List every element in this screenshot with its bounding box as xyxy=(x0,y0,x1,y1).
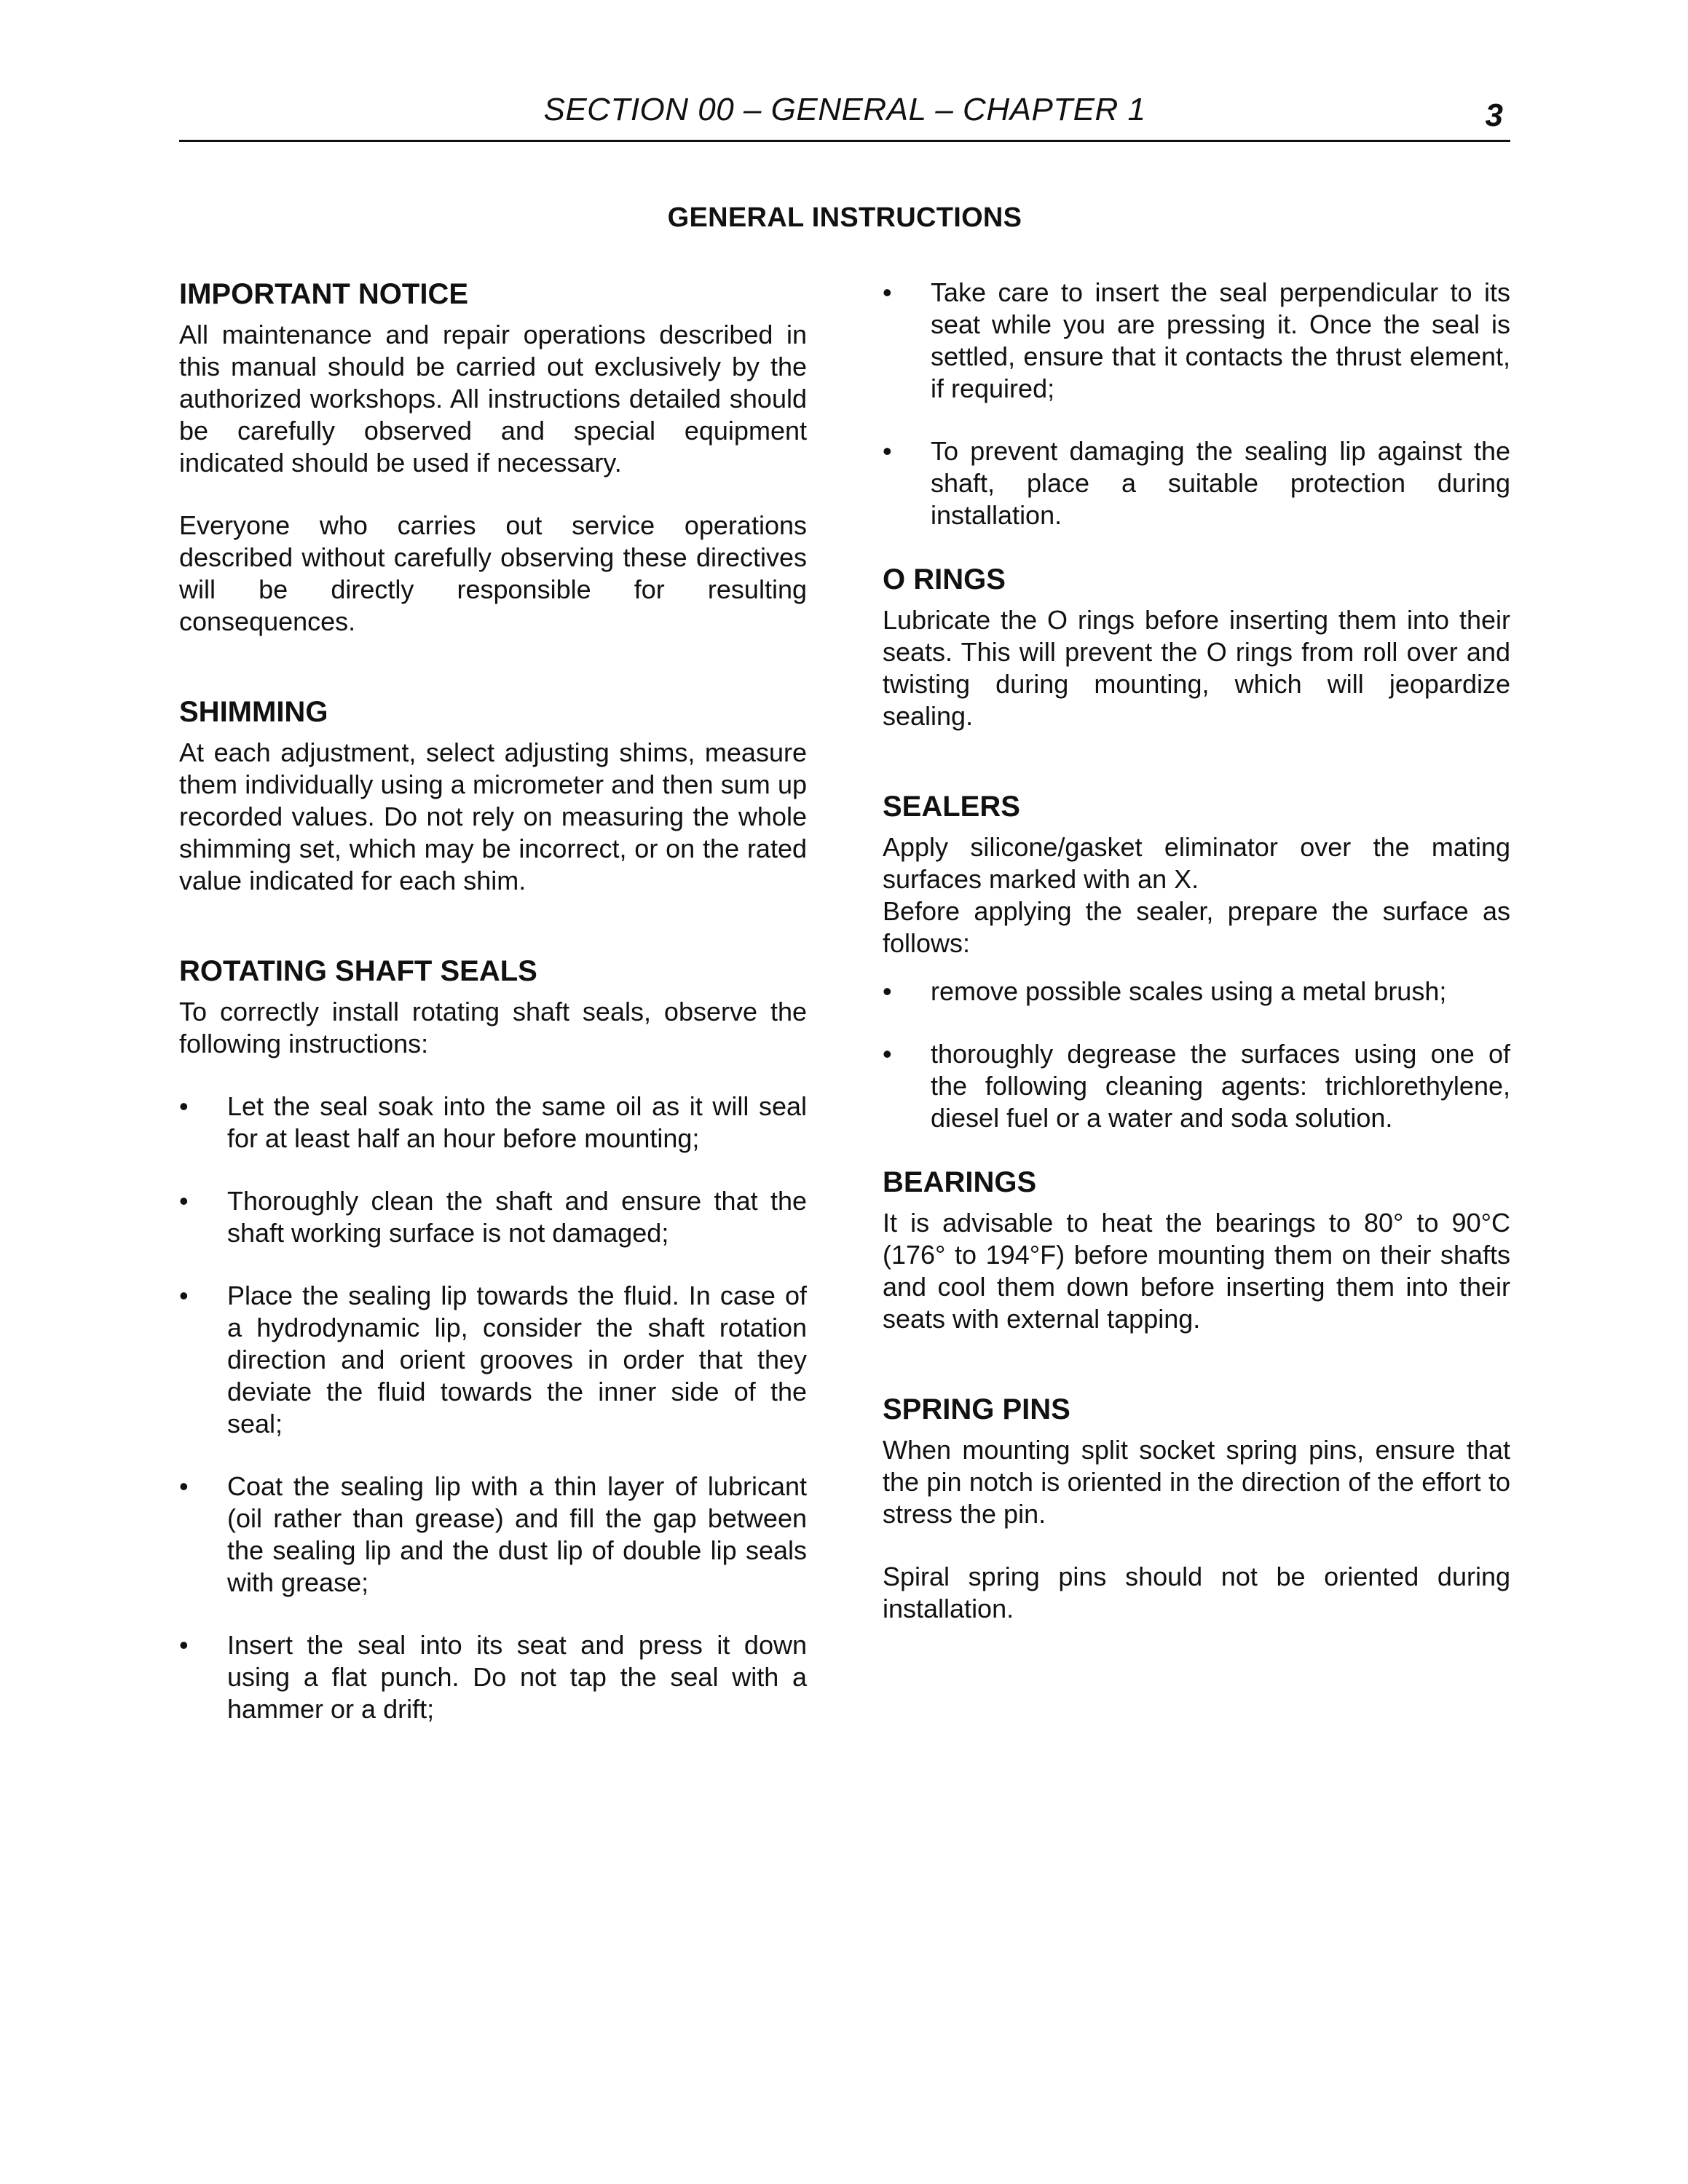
bearings-section xyxy=(883,1165,1510,1335)
bullet-icon: • xyxy=(883,436,892,466)
o-rings-heading: O RINGS xyxy=(883,563,1006,596)
o-rings-paragraph: Lubricate the O rings before inserting them into their seats. This will prevent the O rings from roll over and twisting during mounting, which will jeopardize sealing. xyxy=(883,605,1510,731)
list-item-text: Coat the sealing lip with a thin layer of lubricant (oil rather than grease) and fill the gap between the sealing lip and the dust lip of double lip seals with grease; xyxy=(227,1471,807,1597)
list-item xyxy=(883,277,1510,405)
bullet-icon: • xyxy=(179,1186,189,1216)
list-item-text: To prevent damaging the sealing lip against the shaft, place a suitable protection during installation. xyxy=(931,436,1510,530)
list-item xyxy=(883,976,1510,1008)
shimming-paragraph: At each adjustment, select adjusting shims, measure them individually using a micrometer and then sum up recorded values. Do not rely on measuring the whole shimming set, which may be incorrect, or on the rated value indicated for each shim. xyxy=(179,737,807,895)
list-item xyxy=(179,1629,807,1725)
right-column xyxy=(883,277,1510,1625)
seal-continued-section xyxy=(883,277,1510,531)
spring-pins-section xyxy=(883,1392,1510,1625)
bullet-icon: • xyxy=(179,1471,189,1501)
sealers-paragraph: Before applying the sealer, prepare the surface as follows: xyxy=(883,896,1510,958)
important-notice-paragraph: Everyone who carries out service operations described without carefully observing these directives will be directly responsible for resulting consequences. xyxy=(179,510,807,636)
shimming-section xyxy=(179,695,807,897)
list-item-text: Take care to insert the seal perpendicular to its seat while you are pressing it. Once the seal is settled, ensure that it contacts the thrust element, if required; xyxy=(931,277,1510,403)
bearings-paragraph: It is advisable to heat the bearings to 80° to 90°C (176° to 194°F) before mounting them on their shafts and cool them down before inserting them into their seats with external tapping. xyxy=(883,1208,1510,1334)
seal-continued-list xyxy=(883,277,1510,531)
bullet-icon: • xyxy=(179,1091,189,1121)
bullet-icon: • xyxy=(179,1630,189,1660)
sealers-section xyxy=(883,789,1510,1134)
o-rings-section xyxy=(883,562,1510,732)
list-item xyxy=(179,1280,807,1440)
list-item xyxy=(179,1091,807,1155)
bearings-heading: BEARINGS xyxy=(883,1166,1037,1198)
list-item xyxy=(179,1185,807,1249)
rotating-shaft-seals-heading: ROTATING SHAFT SEALS xyxy=(179,955,537,987)
list-item xyxy=(179,1471,807,1599)
rotating-shaft-seals-intro: To correctly install rotating shaft seals, observe the following instructions: xyxy=(179,997,807,1059)
list-item xyxy=(883,435,1510,531)
shimming-heading: SHIMMING xyxy=(179,696,328,728)
list-item-text: Thoroughly clean the shaft and ensure that the shaft working surface is not damaged; xyxy=(227,1186,807,1248)
rotating-shaft-seals-section xyxy=(179,954,807,1725)
important-notice-paragraph: All maintenance and repair operations described in this manual should be carried out exclusively by the authorized workshops. All instructions detailed should be carefully observed and special equipment indicated should be used if necessary. xyxy=(179,320,807,478)
list-item-text: remove possible scales using a metal brush; xyxy=(931,976,1447,1006)
list-item-text: Insert the seal into its seat and press it down using a flat punch. Do not tap the seal with a hammer or a drift; xyxy=(227,1630,807,1724)
page-header xyxy=(179,87,1510,142)
rotating-shaft-seals-list xyxy=(179,1091,807,1725)
bullet-icon: • xyxy=(883,1039,892,1069)
important-notice-heading: IMPORTANT NOTICE xyxy=(179,278,469,310)
list-item-text: thoroughly degrease the surfaces using one of the following cleaning agents: trichlorethylene, diesel fuel or a water and soda solution. xyxy=(931,1039,1510,1133)
sealers-paragraph: Apply silicone/gasket eliminator over the mating surfaces marked with an X. xyxy=(883,832,1510,894)
important-notice-section xyxy=(179,277,807,638)
bullet-icon: • xyxy=(179,1281,189,1310)
spring-pins-heading: SPRING PINS xyxy=(883,1393,1070,1425)
sealers-list xyxy=(883,976,1510,1134)
sealers-heading: SEALERS xyxy=(883,791,1020,823)
document-title: GENERAL INSTRUCTIONS xyxy=(667,202,1022,233)
page-number: 3 xyxy=(1485,98,1503,133)
spring-pins-paragraph: When mounting split socket spring pins, ensure that the pin notch is oriented in the direction of the effort to stress the pin. xyxy=(883,1435,1510,1529)
list-item xyxy=(883,1038,1510,1134)
bullet-icon: • xyxy=(883,277,892,307)
header-title: SECTION 00 – GENERAL – CHAPTER 1 xyxy=(543,92,1146,127)
bullet-icon: • xyxy=(883,976,892,1006)
left-column xyxy=(179,277,807,1756)
list-item-text: Place the sealing lip towards the fluid. In case of a hydrodynamic lip, consider the shaft rotation direction and orient grooves in order that they deviate the fluid towards the inner side of the seal; xyxy=(227,1281,807,1439)
spring-pins-paragraph: Spiral spring pins should not be oriented during installation. xyxy=(883,1562,1510,1623)
list-item-text: Let the seal soak into the same oil as it will seal for at least half an hour before mounting; xyxy=(227,1091,807,1153)
